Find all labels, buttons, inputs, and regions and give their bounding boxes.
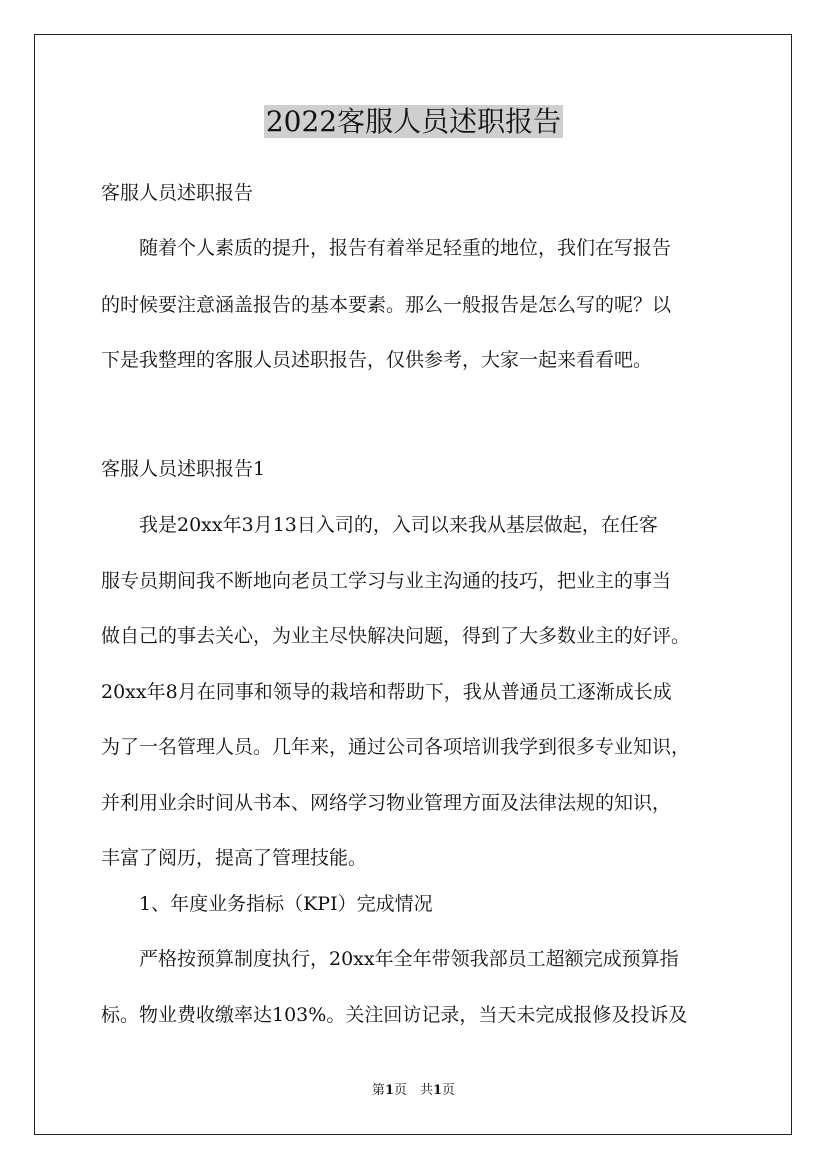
intro-line-1: 随着个人素质的提升，报告有着举足轻重的地位，我们在写报告: [101, 237, 672, 259]
paragraph-line: 严格按预算制度执行，20xx年全年带领我部员工超额完成预算指: [101, 948, 679, 970]
paragraph-line: 丰富了阅历，提高了管理技能。: [101, 847, 368, 869]
page-footer: [0, 1082, 827, 1100]
intro-line-3: 下是我整理的客服人员述职报告，仅供参考，大家一起来看看吧。: [101, 349, 653, 371]
footer-prefix: 第: [371, 1083, 385, 1098]
footer-page-current: 1: [384, 1083, 394, 1098]
section-heading: 客服人员述职报告1: [101, 458, 266, 480]
paragraph-line: 我是20xx年3月13日入司的，入司以来我从基层做起，在任客: [101, 514, 658, 536]
paragraph-line: 做自己的事去关心，为业主尽快解决问题，得到了大多数业主的好评。: [101, 625, 691, 647]
paragraph-line: 为了一名管理人员。几年来，通过公司各项培训我学到很多专业知识，: [101, 736, 691, 758]
footer-page-total: 1: [433, 1083, 443, 1098]
document-subtitle: 客服人员述职报告: [101, 182, 254, 204]
kpi-heading: 1、年度业务指标（KPI）完成情况: [101, 893, 433, 915]
paragraph-line: 服专员期间我不断地向老员工学习与业主沟通的技巧，把业主的事当: [101, 570, 672, 592]
footer-mid: 页 共: [393, 1083, 433, 1098]
footer-suffix: 页: [442, 1083, 456, 1098]
intro-line-2: 的时候要注意涵盖报告的基本要素。那么一般报告是怎么写的呢？以: [101, 294, 672, 316]
paragraph-line: 标。物业费收缴率达103%。关注回访记录，当天未完成报修及投诉及: [101, 1004, 688, 1026]
document-title: 2022客服人员述职报告: [265, 105, 562, 138]
paragraph-line: 20xx年8月在同事和领导的栽培和帮助下，我从普通员工逐渐成长成: [101, 681, 672, 703]
paragraph-line: 并利用业余时间从书本、网络学习物业管理方面及法律法规的知识，: [101, 792, 672, 814]
